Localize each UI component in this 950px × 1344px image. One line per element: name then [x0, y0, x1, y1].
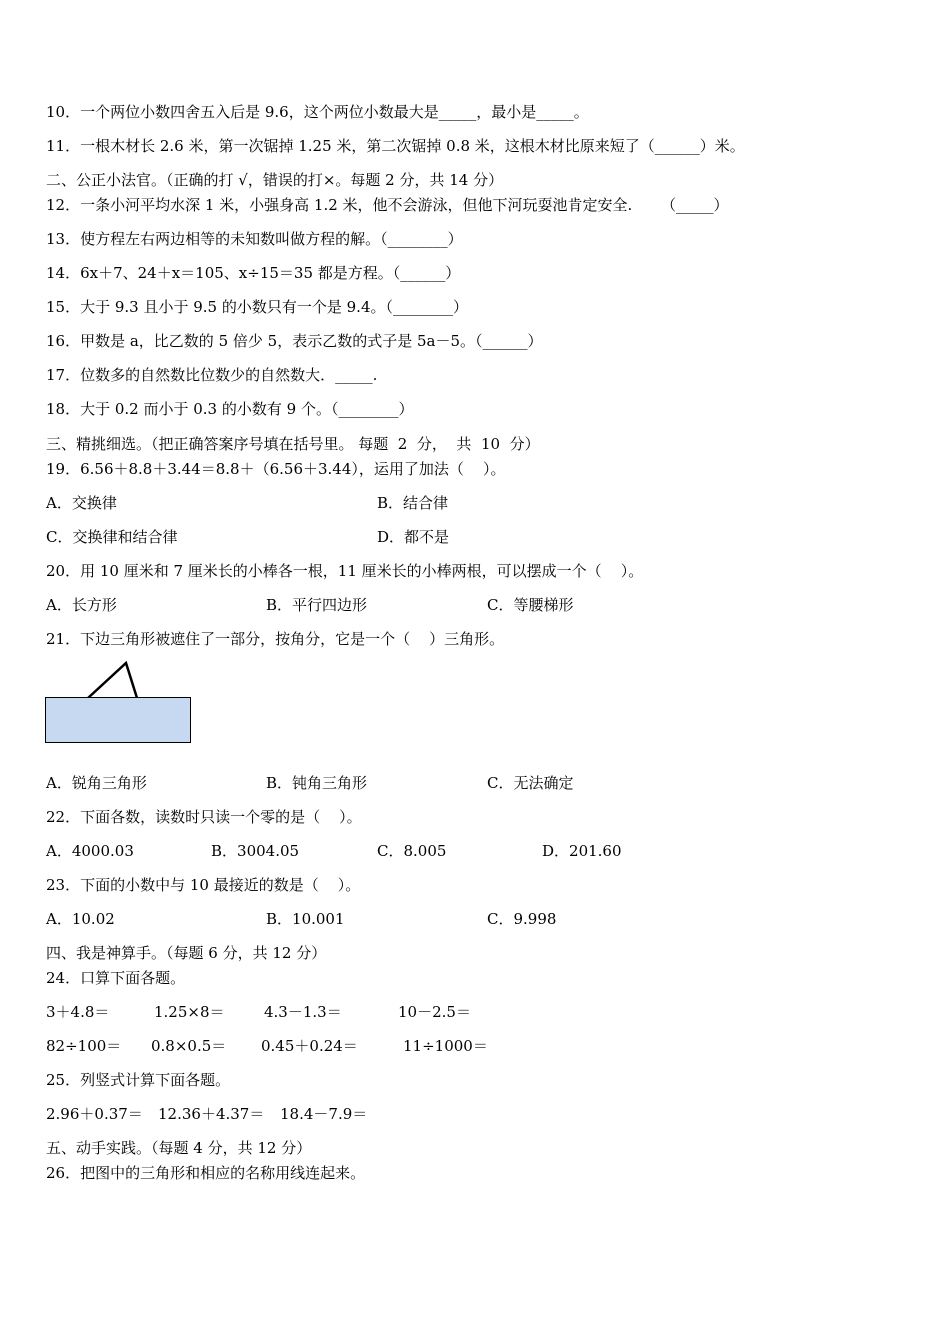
q19-option-c: C．交换律和结合律 [46, 528, 178, 546]
q20-option-c: C．等腰梯形 [487, 596, 574, 614]
triangle-visible-part [88, 663, 137, 698]
question-25: 25．列竖式计算下面各题。 [46, 1071, 231, 1089]
question-15: 15．大于 9.3 且小于 9.5 的小数只有一个是 9.4。（________） [46, 298, 468, 316]
question-13: 13．使方程左右两边相等的未知数叫做方程的解。（________） [46, 230, 463, 248]
question-26: 26．把图中的三角形和相应的名称用线连起来。 [46, 1164, 366, 1182]
question-17: 17．位数多的自然数比位数少的自然数大．_____. [46, 366, 378, 384]
q22-option-c: C．8.005 [377, 842, 447, 860]
q23-option-c: C．9.998 [487, 910, 557, 928]
calc-row1-item3: 4.3－1.3＝ [264, 1003, 342, 1021]
section-5-heading: 五、动手实践。（每题 4 分，共 12 分） [46, 1139, 312, 1157]
calc-row1-item2: 1.25×8＝ [154, 1003, 225, 1021]
section-2-heading: 二、公正小法官。（正确的打 √，错误的打×。每题 2 分，共 14 分） [46, 171, 504, 189]
calc-row2-item3: 0.45＋0.24＝ [261, 1037, 358, 1055]
question-19: 19．6.56＋8.8＋3.44＝8.8＋（6.56＋3.44），运用了加法（ ）。 [46, 460, 506, 478]
calc-row3-item2: 12.36＋4.37＝ [158, 1105, 265, 1123]
q21-option-b: B．钝角三角形 [266, 774, 368, 792]
question-10: 10．一个两位小数四舍五入后是 9.6，这个两位小数最大是_____，最小是_____。 [46, 103, 589, 121]
section-3-heading: 三、精挑细选。（把正确答案序号填在括号里。 每题 2 分， 共 10 分） [46, 435, 540, 453]
q20-option-b: B．平行四边形 [266, 596, 368, 614]
question-20: 20．用 10 厘米和 7 厘米长的小棒各一根，11 厘米长的小棒两根，可以摆成一个（ ）。 [46, 562, 644, 580]
calc-row3-item1: 2.96＋0.37＝ [46, 1105, 143, 1123]
calc-row2-item2: 0.8×0.5＝ [151, 1037, 227, 1055]
question-23: 23．下面的小数中与 10 最接近的数是（ ）。 [46, 876, 361, 894]
question-12: 12．一条小河平均水深 1 米，小强身高 1.2 米，他不会游泳，但他下河玩耍池肯定安全. （_____） [46, 196, 729, 214]
q19-option-b: B．结合律 [377, 494, 449, 512]
calc-row1-item4: 10－2.5＝ [398, 1003, 471, 1021]
question-24: 24．口算下面各题。 [46, 969, 186, 987]
calc-row2-item4: 11÷1000＝ [403, 1037, 488, 1055]
calc-row1-item1: 3＋4.8＝ [46, 1003, 110, 1021]
question-18: 18．大于 0.2 而小于 0.3 的小数有 9 个。（________） [46, 400, 414, 418]
question-16: 16．甲数是 a，比乙数的 5 倍少 5，表示乙数的式子是 5a－5。（______） [46, 332, 543, 350]
q23-option-b: B．10.001 [266, 910, 345, 928]
q22-option-d: D．201.60 [542, 842, 622, 860]
q20-option-a: A．长方形 [46, 596, 117, 614]
covered-triangle-figure [44, 660, 194, 746]
question-11: 11．一根木材长 2.6 米，第一次锯掉 1.25 米，第二次锯掉 0.8 米，这根木材比原来短了（______）米。 [46, 137, 745, 155]
question-14: 14．6x＋7、24＋x＝105、x÷15＝35 都是方程。（______） [46, 264, 461, 282]
cover-rectangle [46, 698, 191, 743]
question-22: 22．下面各数，读数时只读一个零的是（ ）。 [46, 808, 362, 826]
q19-option-a: A．交换律 [46, 494, 117, 512]
calc-row3-item3: 18.4－7.9＝ [280, 1105, 368, 1123]
q21-option-c: C．无法确定 [487, 774, 574, 792]
q22-option-b: B．3004.05 [211, 842, 300, 860]
q21-option-a: A．锐角三角形 [46, 774, 147, 792]
section-4-heading: 四、我是神算手。（每题 6 分，共 12 分） [46, 944, 327, 962]
calc-row2-item1: 82÷100＝ [46, 1037, 122, 1055]
question-21: 21．下边三角形被遮住了一部分，按角分，它是一个（ ）三角形。 [46, 630, 505, 648]
q22-option-a: A．4000.03 [46, 842, 134, 860]
q19-option-d: D．都不是 [377, 528, 450, 546]
q23-option-a: A．10.02 [46, 910, 115, 928]
